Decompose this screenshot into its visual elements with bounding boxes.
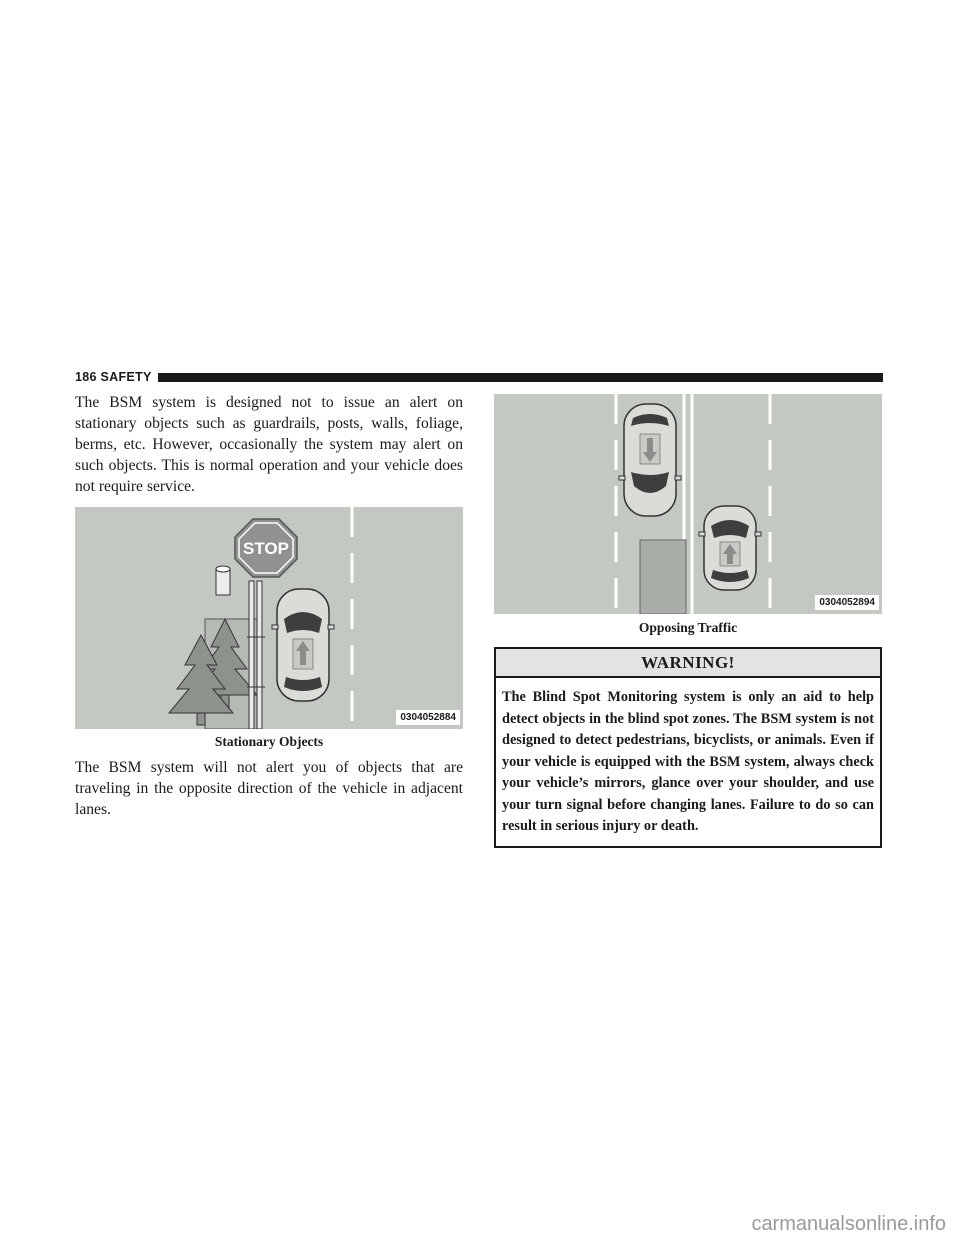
figure-stationary-objects: [75, 507, 463, 729]
paragraph-stationary: The BSM system is designed not to issue an alert on stationary objects such as guardrails, posts, walls, foliage, berms, etc. However, occasionally the system may alert on such objects. This is normal operation and your vehicle does not require service.: [75, 394, 463, 495]
stop-sign-text: STOP: [243, 539, 289, 558]
figure-caption: Stationary Objects: [214, 734, 324, 749]
watermark: carmanualsonline.info: [751, 1213, 946, 1235]
warning-title: WARNING!: [496, 649, 880, 678]
page-header: [75, 370, 883, 384]
figure-opposing-traffic: [494, 394, 882, 614]
left-column: [75, 392, 463, 820]
car-icon: [272, 589, 334, 701]
figure-caption: Opposing Traffic: [638, 620, 738, 635]
post-icon: [216, 566, 230, 595]
warning-box: [494, 647, 882, 848]
right-column: [494, 394, 882, 848]
page-label: 186 SAFETY: [75, 370, 152, 384]
stop-sign-icon: [235, 519, 297, 577]
opposing-traffic-illustration: [494, 394, 882, 614]
figure-code: 0304052884: [396, 710, 460, 725]
warning-body: The Blind Spot Monitoring system is only an aid to help detect objects in the blind spot zones. The BSM system is not designed to detect pedestrians, bicyclists, or animals. Even if your vehicle is equipped with the BSM system, always check your vehicle’s mirrors, glance over your shoulder, and use your turn signal before changing lanes. Failure to do so can result in serious injury or death.: [502, 689, 874, 834]
figure-code: 0304052894: [815, 595, 879, 610]
blind-spot-zone: [640, 540, 686, 614]
own-car-icon: [699, 506, 761, 590]
paragraph-opposing: The BSM system will not alert you of objects that are traveling in the opposite direction of the vehicle in adjacent lanes.: [75, 759, 463, 818]
oncoming-car-icon: [619, 404, 681, 516]
stationary-objects-illustration: [75, 507, 463, 729]
header-rule: [158, 373, 883, 382]
